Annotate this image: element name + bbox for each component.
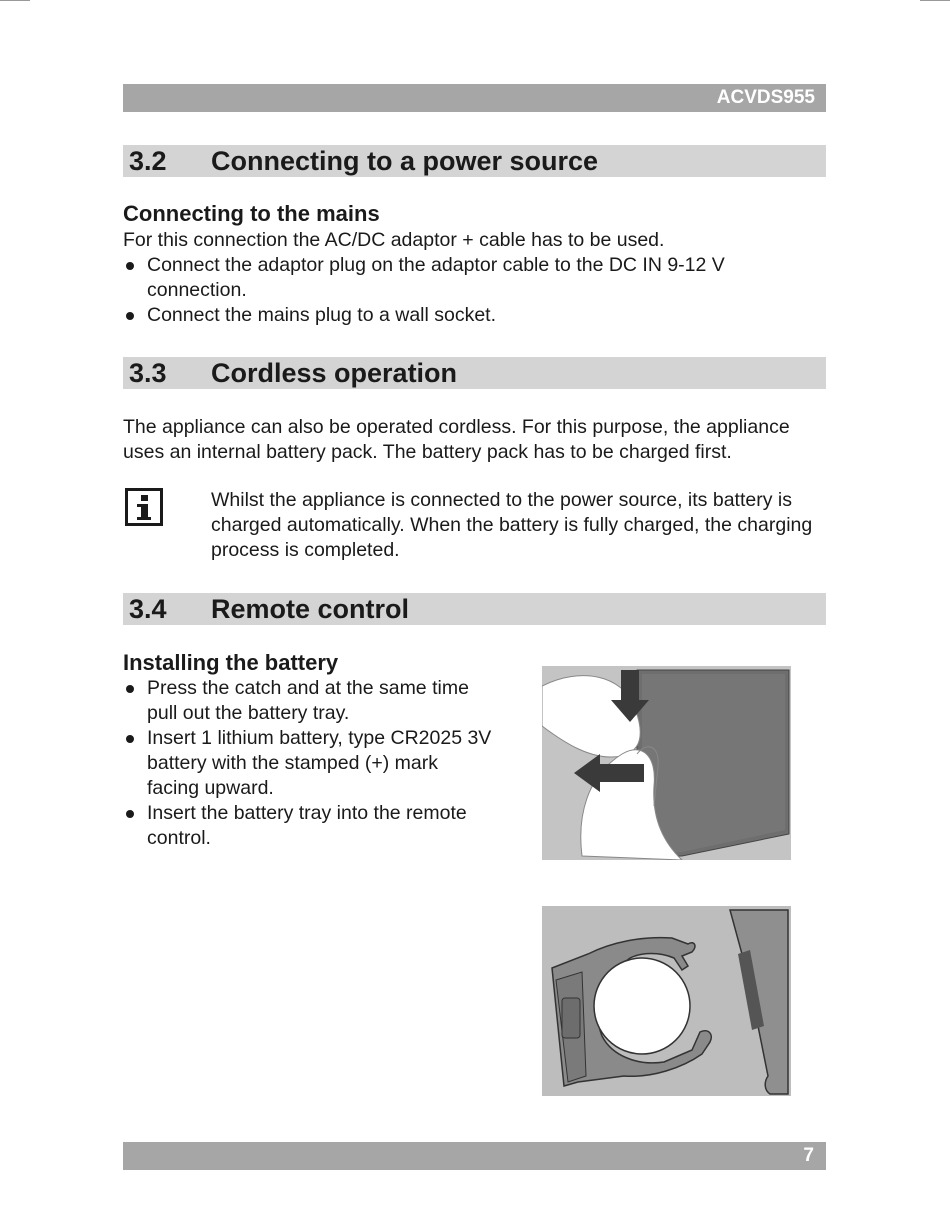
info-note: Whilst the appliance is connected to the power source, its battery is charged automatically. When the battery is fully charged, the charging process is completed.: [211, 489, 813, 561]
list-item: Press the catch and at the same time pull out the battery tray.: [123, 676, 493, 726]
paragraph-cordless: The appliance can also be operated cordless. For this purpose, the appliance uses an internal battery pack. The battery pack has to be charged first.: [123, 416, 790, 463]
section-title: Remote control: [211, 594, 410, 624]
section-number: 3.2: [129, 146, 167, 176]
section-heading-3-2: [123, 145, 826, 177]
crop-mark-left: [0, 0, 30, 1]
section-heading-3-3: [123, 357, 826, 389]
figure-battery-tray: [542, 906, 791, 1096]
info-icon: [125, 488, 163, 526]
crop-mark-right: [920, 0, 950, 1]
list-item: Insert the battery tray into the remote control.: [123, 801, 493, 851]
model-number: ACVDS955: [716, 87, 815, 108]
list-item: Connect the adaptor plug on the adaptor cable to the DC IN 9-12 V connection.: [123, 253, 783, 303]
subheading-installing-battery: Installing the battery: [123, 650, 339, 675]
page-footer-bar: [123, 1142, 826, 1170]
section-number: 3.3: [129, 358, 167, 388]
figure-remove-battery-tray: [542, 666, 791, 860]
bullet-list-mains: [123, 253, 783, 328]
paragraph-adaptor-intro: For this connection the AC/DC adaptor + cable has to be used.: [123, 229, 665, 251]
section-title: Connecting to a power source: [211, 146, 599, 176]
list-item: Connect the mains plug to a wall socket.: [123, 303, 783, 328]
page-header-bar: [123, 84, 826, 112]
section-heading-3-4: [123, 593, 826, 625]
bullet-list-battery: [123, 676, 493, 851]
subheading-connecting-mains: Connecting to the mains: [123, 201, 380, 226]
section-number: 3.4: [129, 594, 167, 624]
page-number: 7: [803, 1145, 814, 1166]
section-title: Cordless operation: [211, 358, 458, 388]
list-item: Insert 1 lithium battery, type CR2025 3V battery with the stamped (+) mark facing upward.: [123, 726, 493, 801]
